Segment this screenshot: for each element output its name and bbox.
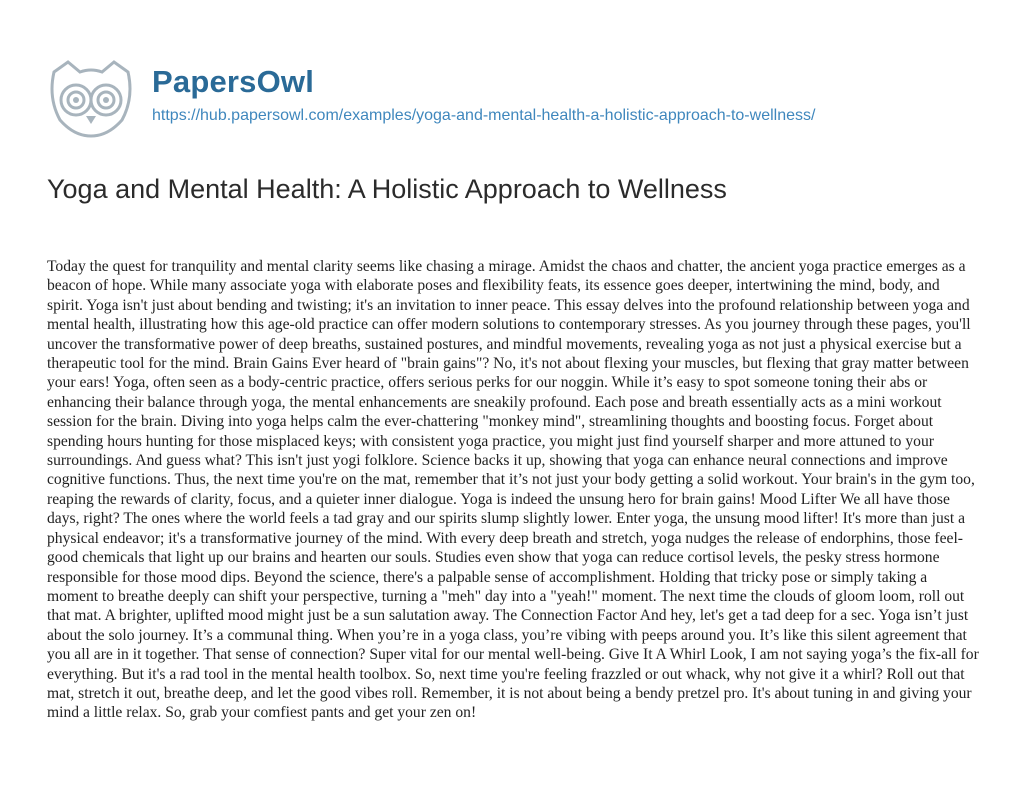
brand-name[interactable]: PapersOwl bbox=[152, 64, 315, 99]
site-header bbox=[46, 58, 986, 138]
source-url[interactable]: https://hub.papersowl.com/examples/yoga-and-mental-health-a-holistic-approach-to-wellness/ bbox=[152, 107, 816, 124]
page-title: Yoga and Mental Health: A Holistic Approach to Wellness bbox=[47, 174, 727, 204]
article-body: Today the quest for tranquility and mental clarity seems like chasing a mirage. Amidst the chaos and chatter, the ancient yoga practice emerges as a beacon of hope. While many associate yoga with elaborate poses and flexibility feats, its essence goes deeper, intertwining the mind, body, and spirit. Yoga isn't just about bending and twisting; it's an invitation to inner peace. This essay delves into the profound relationship between yoga and mental health, illustrating how this age-old practice can offer modern solutions to contemporary stresses. As you journey through these pages, you'll uncover the transformative power of deep breaths, sustained postures, and mindful movements, revealing yoga as not just a physical exercise but a therapeutic tool for the mind. Brain Gains Ever heard of "brain gains"? No, it's not about flexing your muscles, but flexing that gray matter between your ears! Yoga, often seen as a body-centric practice, offers serious perks for our noggin. While it’s easy to spot someone toning their abs or enhancing their balance through yoga, the mental enhancements are sneakily profound. Each pose and breath essentially acts as a mini workout session for the brain. Diving into yoga helps calm the ever-chattering "monkey mind", streamlining thoughts and boosting focus. Forget about spending hours hunting for those misplaced keys; with consistent yoga practice, you might just find yourself sharper and more attuned to your surroundings. And guess what? This isn't just yogi folklore. Science backs it up, showing that yoga can enhance neural connections and improve cognitive functions. Thus, the next time you're on the mat, remember that it’s not just your body getting a solid workout. Your brain's in the gym too, reaping the rewards of clarity, focus, and a quieter inner dialogue. Yoga is indeed the unsung hero for brain gains! Mood Lifter We all have those days, right? The ones where the world feels a tad gray and our spirits slump slightly lower. Enter yoga, the unsung mood lifter! It's more than just a physical endeavor; it's a transformative journey of the mind. With every deep breath and stretch, yoga nudges the release of endorphins, those feel-good chemicals that light up our brains and hearten our souls. Studies even show that yoga can reduce cortisol levels, the pesky stress hormone responsible for those mood dips. Beyond the science, there's a palpable sense of accomplishment. Holding that tricky pose or simply taking a moment to breathe deeply can shift your perspective, turning a "meh" day into a "yeah!" moment. The next time the clouds of gloom loom, roll out that mat. A brighter, uplifted mood might just be a sun salutation away. The Connection Factor And hey, let's get a tad deep for a sec. Yoga isn’t just about the solo journey. It’s a communal thing. When you’re in a yoga class, you’re vibing with peeps around you. It’s like this silent agreement that you all are in it together. That sense of connection? Super vital for our mental well-being. Give It A Whirl Look, I am not saying yoga’s the fix-all for everything. But it's a rad tool in the mental health toolbox. So, next time you're feeling frazzled or out whack, why not give it a whirl? Roll out that mat, stretch it out, breathe deep, and let the good vibes roll. Remember, it is not about being a bendy pretzel pro. It's about tuning in and giving your mind a little relax. So, grab your comfiest pants and get your zen on! bbox=[47, 258, 979, 722]
owl-logo-icon bbox=[46, 58, 136, 138]
